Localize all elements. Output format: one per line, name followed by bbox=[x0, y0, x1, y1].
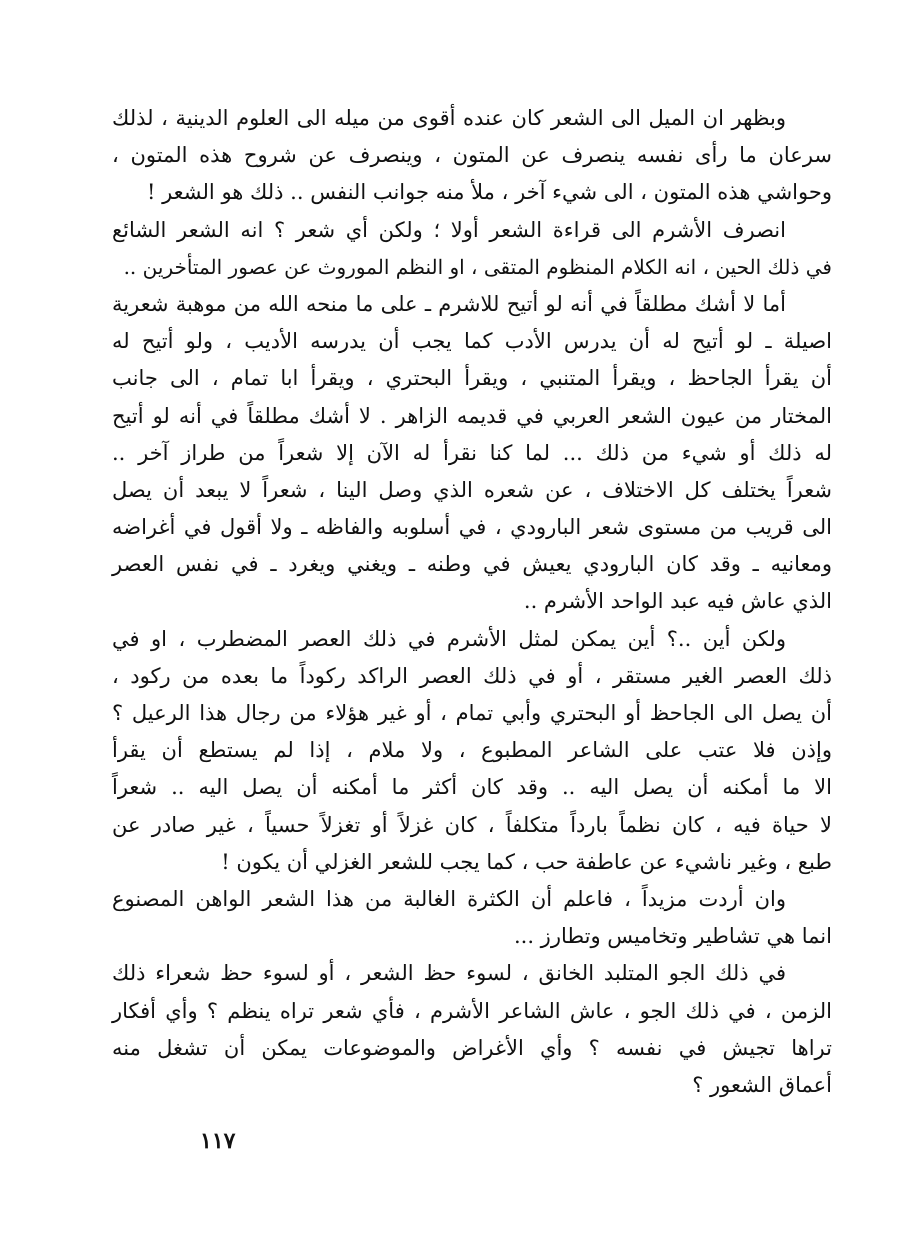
text-line: أن يقرأ الجاحظ ، ويقرأ المتنبي ، ويقرأ البحتري ، ويقرأ ابا تمام ، الى جانب bbox=[112, 366, 832, 391]
text-line: الى قريب من مستوى شعر البارودي ، في أسلوبه والفاظه ـ ولا أقول في أغراضه bbox=[112, 515, 832, 540]
text-line: ذلك العصر الغير مستقر ، أو في ذلك العصر الراكد ركوداً ما بعده من ركود ، bbox=[112, 663, 832, 688]
text-line: وإذن فلا عتب على الشاعر المطبوع ، ولا ملام ، إذا لم يستطع أن يقرأ bbox=[112, 738, 832, 763]
text-line: انما هي تشاطير وتخاميس وتطارز ... bbox=[513, 924, 832, 949]
text-line: الذي عاش فيه عبد الواحد الأشرم .. bbox=[523, 589, 832, 614]
text-line: الزمن ، في ذلك الجو ، عاش الشاعر الأشرم ، فأي شعر تراه ينظم ؟ وأي أفكار bbox=[112, 998, 832, 1023]
text-line: وبظهر ان الميل الى الشعر كان عنده أقوى من ميله الى العلوم الدينية ، لذلك bbox=[112, 106, 786, 130]
text-line: طبع ، وغير ناشيء عن عاطفة حب ، كما يجب للشعر الغزلي أن يكون ! bbox=[221, 849, 832, 874]
paragraph bbox=[112, 286, 832, 621]
text-line: ومعانيه ـ وقد كان البارودي يعيش في وطنه ـ ويغني ويغرد ـ في نفس العصر bbox=[112, 552, 832, 577]
text-line: تراها تجيش في نفسه ؟ وأي الأغراض والموضوعات يمكن أن تشغل منه bbox=[112, 1035, 832, 1060]
text-line: في ذلك الجو المتلبد الخانق ، لسوء حظ الشعر ، أو لسوء حظ شعراء ذلك bbox=[112, 961, 786, 986]
text-line: اصيلة ـ لو أتيح له أن يدرس الأدب كما يجب أن يدرسه الأديب ، ولو أتيح له bbox=[112, 329, 832, 354]
text-line: له ذلك أو شيء من ذلك ... لما كنا نقرأ له الآن إلا شعراً من طراز آخر .. bbox=[112, 440, 832, 465]
text-line: أن يصل الى الجاحظ أو البحتري وأبي تمام ، أو غير هؤلاء من رجال هذا الرعيل ؟ bbox=[112, 701, 832, 725]
text-line: أما لا أشك مطلقاً في أنه لو أتيح للاشرم ـ على ما منحه الله من موهبة شعرية bbox=[112, 291, 786, 316]
paragraph bbox=[112, 212, 832, 286]
text-line: وان أردت مزيداً ، فاعلم أن الكثرة الغالبة من هذا الشعر الواهن المصنوع bbox=[112, 886, 786, 911]
text-line: انصرف الأشرم الى قراءة الشعر أولا ؛ ولكن أي شعر ؟ انه الشعر الشائع bbox=[112, 217, 786, 242]
text-line: سرعان ما رأى نفسه ينصرف عن المتون ، وينصرف عن شروح هذه المتون ، bbox=[112, 143, 832, 168]
text-line: أعماق الشعور ؟ bbox=[692, 1072, 832, 1097]
paragraph bbox=[112, 621, 832, 881]
text-line: الا ما أمكنه أن يصل اليه .. وقد كان أكثر ما أمكنه أن يصل اليه .. شعراً bbox=[112, 775, 832, 800]
text-line: شعراً يختلف كل الاختلاف ، عن شعره الذي وصل الينا ، شعراً لا يبعد أن يصل bbox=[112, 477, 832, 502]
text-line: المختار من عيون الشعر العربي في قديمه الزاهر . لا أشك مطلقاً في أنه لو أتيح bbox=[112, 403, 832, 428]
paragraph bbox=[112, 881, 832, 955]
body-text bbox=[112, 100, 832, 1104]
page-number: ١١٧ bbox=[200, 1128, 236, 1154]
paragraph bbox=[112, 955, 832, 1104]
text-line: في ذلك الحين ، انه الكلام المنظوم المتقى ، او النظم الموروث عن عصور المتأخرين .. bbox=[123, 254, 832, 279]
text-line: ولكن أين ..؟ أين يمكن لمثل الأشرم في ذلك العصر المضطرب ، او في bbox=[112, 626, 786, 651]
text-line: لا حياة فيه ، كان نظماً بارداً متكلفاً ، كان غزلاً أو تغزلاً حسياً ، غير صادر عن bbox=[112, 812, 832, 837]
text-line: وحواشي هذه المتون ، الى شيء آخر ، ملأ منه جوانب النفس .. ذلك هو الشعر ! bbox=[146, 180, 832, 205]
paragraph bbox=[112, 100, 832, 212]
